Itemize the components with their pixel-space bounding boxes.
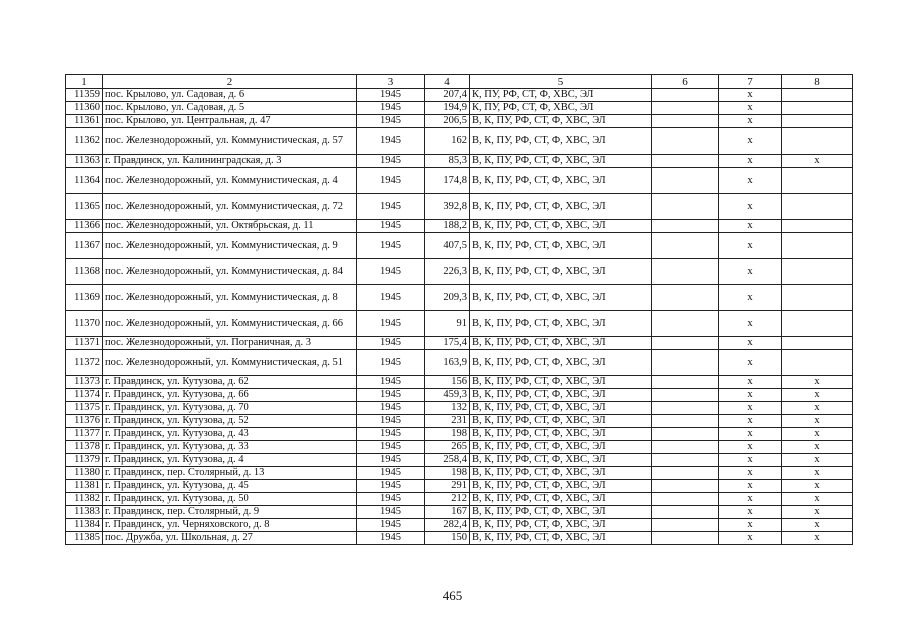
col7-mark: x: [719, 428, 782, 441]
col7-mark: x: [719, 493, 782, 506]
col7-mark: x: [719, 480, 782, 493]
works-cell: В, К, ПУ, РФ, СТ, Ф, ХВС, ЭЛ: [470, 128, 652, 155]
col7-mark: x: [719, 89, 782, 102]
column-header: 8: [782, 75, 853, 89]
col8-mark: x: [782, 376, 853, 389]
row-number: 11366: [66, 220, 103, 233]
table-row: [66, 532, 853, 545]
address-cell: пос. Железнодорожный, ул. Коммунистическая, д. 51: [103, 350, 357, 376]
works-cell: К, ПУ, РФ, СТ, Ф, ХВС, ЭЛ: [470, 89, 652, 102]
col8-mark: [782, 168, 853, 194]
table-row: [66, 467, 853, 480]
row-number: 11371: [66, 337, 103, 350]
year-cell: 1945: [357, 532, 425, 545]
table-row: [66, 493, 853, 506]
col6-cell: [652, 389, 719, 402]
column-header: 6: [652, 75, 719, 89]
col6-cell: [652, 350, 719, 376]
area-cell: 459,3: [425, 389, 470, 402]
column-header: 3: [357, 75, 425, 89]
area-cell: 174,8: [425, 168, 470, 194]
table-row: [66, 454, 853, 467]
col8-mark: x: [782, 506, 853, 519]
col7-mark: x: [719, 376, 782, 389]
col7-mark: x: [719, 285, 782, 311]
col6-cell: [652, 102, 719, 115]
works-cell: В, К, ПУ, РФ, СТ, Ф, ХВС, ЭЛ: [470, 467, 652, 480]
year-cell: 1945: [357, 519, 425, 532]
column-header: 7: [719, 75, 782, 89]
works-cell: В, К, ПУ, РФ, СТ, Ф, ХВС, ЭЛ: [470, 532, 652, 545]
year-cell: 1945: [357, 376, 425, 389]
year-cell: 1945: [357, 389, 425, 402]
col6-cell: [652, 128, 719, 155]
address-cell: пос. Железнодорожный, ул. Коммунистическая, д. 72: [103, 194, 357, 220]
area-cell: 156: [425, 376, 470, 389]
table-row: [66, 337, 853, 350]
row-number: 11359: [66, 89, 103, 102]
row-number: 11372: [66, 350, 103, 376]
area-cell: 85,3: [425, 155, 470, 168]
col8-mark: x: [782, 493, 853, 506]
works-cell: В, К, ПУ, РФ, СТ, Ф, ХВС, ЭЛ: [470, 402, 652, 415]
column-header: 5: [470, 75, 652, 89]
area-cell: 226,3: [425, 259, 470, 285]
table-row: [66, 311, 853, 337]
col7-mark: x: [719, 168, 782, 194]
header-row: [66, 75, 853, 89]
col6-cell: [652, 532, 719, 545]
column-header: 1: [66, 75, 103, 89]
col7-mark: x: [719, 519, 782, 532]
address-cell: г. Правдинск, ул. Кутузова, д. 66: [103, 389, 357, 402]
col8-mark: [782, 311, 853, 337]
year-cell: 1945: [357, 194, 425, 220]
table-row: [66, 102, 853, 115]
col7-mark: x: [719, 155, 782, 168]
page-number: 465: [442, 588, 463, 603]
col8-mark: x: [782, 480, 853, 493]
area-cell: 167: [425, 506, 470, 519]
row-number: 11382: [66, 493, 103, 506]
area-cell: 291: [425, 480, 470, 493]
works-cell: В, К, ПУ, РФ, СТ, Ф, ХВС, ЭЛ: [470, 285, 652, 311]
col7-mark: x: [719, 102, 782, 115]
col6-cell: [652, 506, 719, 519]
row-number: 11370: [66, 311, 103, 337]
year-cell: 1945: [357, 259, 425, 285]
col7-mark: x: [719, 233, 782, 259]
works-cell: В, К, ПУ, РФ, СТ, Ф, ХВС, ЭЛ: [470, 259, 652, 285]
address-cell: пос. Железнодорожный, ул. Коммунистическая, д. 4: [103, 168, 357, 194]
col7-mark: x: [719, 402, 782, 415]
address-cell: г. Правдинск, ул. Кутузова, д. 4: [103, 454, 357, 467]
col6-cell: [652, 415, 719, 428]
year-cell: 1945: [357, 493, 425, 506]
works-cell: В, К, ПУ, РФ, СТ, Ф, ХВС, ЭЛ: [470, 311, 652, 337]
col7-mark: x: [719, 350, 782, 376]
column-header: 2: [103, 75, 357, 89]
row-number: 11364: [66, 168, 103, 194]
area-cell: 212: [425, 493, 470, 506]
area-cell: 91: [425, 311, 470, 337]
col7-mark: x: [719, 115, 782, 128]
year-cell: 1945: [357, 89, 425, 102]
table-row: [66, 128, 853, 155]
area-cell: 132: [425, 402, 470, 415]
col7-mark: x: [719, 532, 782, 545]
col7-mark: x: [719, 220, 782, 233]
works-cell: В, К, ПУ, РФ, СТ, Ф, ХВС, ЭЛ: [470, 233, 652, 259]
table-row: [66, 376, 853, 389]
col8-mark: x: [782, 402, 853, 415]
row-number: 11361: [66, 115, 103, 128]
table-row: [66, 285, 853, 311]
table-row: [66, 233, 853, 259]
address-cell: г. Правдинск, ул. Кутузова, д. 70: [103, 402, 357, 415]
address-cell: г. Правдинск, пер. Столярный, д. 13: [103, 467, 357, 480]
row-number: 11384: [66, 519, 103, 532]
address-cell: пос. Железнодорожный, ул. Коммунистическая, д. 84: [103, 259, 357, 285]
area-cell: 207,4: [425, 89, 470, 102]
year-cell: 1945: [357, 168, 425, 194]
col8-mark: [782, 128, 853, 155]
year-cell: 1945: [357, 102, 425, 115]
row-number: 11367: [66, 233, 103, 259]
col6-cell: [652, 402, 719, 415]
col6-cell: [652, 259, 719, 285]
year-cell: 1945: [357, 233, 425, 259]
col8-mark: x: [782, 415, 853, 428]
col8-mark: [782, 115, 853, 128]
col6-cell: [652, 519, 719, 532]
col6-cell: [652, 493, 719, 506]
works-cell: В, К, ПУ, РФ, СТ, Ф, ХВС, ЭЛ: [470, 194, 652, 220]
col6-cell: [652, 233, 719, 259]
col6-cell: [652, 89, 719, 102]
col7-mark: x: [719, 467, 782, 480]
col8-mark: [782, 89, 853, 102]
area-cell: 392,8: [425, 194, 470, 220]
row-number: 11360: [66, 102, 103, 115]
year-cell: 1945: [357, 506, 425, 519]
col6-cell: [652, 311, 719, 337]
year-cell: 1945: [357, 441, 425, 454]
table-row: [66, 415, 853, 428]
works-cell: К, ПУ, РФ, СТ, Ф, ХВС, ЭЛ: [470, 102, 652, 115]
area-cell: 188,2: [425, 220, 470, 233]
col7-mark: x: [719, 128, 782, 155]
works-cell: В, К, ПУ, РФ, СТ, Ф, ХВС, ЭЛ: [470, 389, 652, 402]
register-table: [65, 74, 853, 545]
address-cell: пос. Железнодорожный, ул. Коммунистическая, д. 66: [103, 311, 357, 337]
col8-mark: x: [782, 155, 853, 168]
works-cell: В, К, ПУ, РФ, СТ, Ф, ХВС, ЭЛ: [470, 337, 652, 350]
table-row: [66, 519, 853, 532]
table-row: [66, 89, 853, 102]
address-cell: пос. Крылово, ул. Центральная, д. 47: [103, 115, 357, 128]
works-cell: В, К, ПУ, РФ, СТ, Ф, ХВС, ЭЛ: [470, 376, 652, 389]
col7-mark: x: [719, 194, 782, 220]
row-number: 11368: [66, 259, 103, 285]
row-number: 11363: [66, 155, 103, 168]
area-cell: 150: [425, 532, 470, 545]
year-cell: 1945: [357, 402, 425, 415]
year-cell: 1945: [357, 480, 425, 493]
works-cell: В, К, ПУ, РФ, СТ, Ф, ХВС, ЭЛ: [470, 415, 652, 428]
col7-mark: x: [719, 454, 782, 467]
area-cell: 258,4: [425, 454, 470, 467]
address-cell: пос. Дружба, ул. Школьная, д. 27: [103, 532, 357, 545]
works-cell: В, К, ПУ, РФ, СТ, Ф, ХВС, ЭЛ: [470, 168, 652, 194]
address-cell: пос. Железнодорожный, ул. Коммунистическая, д. 57: [103, 128, 357, 155]
row-number: 11380: [66, 467, 103, 480]
year-cell: 1945: [357, 220, 425, 233]
works-cell: В, К, ПУ, РФ, СТ, Ф, ХВС, ЭЛ: [470, 480, 652, 493]
col8-mark: [782, 102, 853, 115]
year-cell: 1945: [357, 155, 425, 168]
year-cell: 1945: [357, 115, 425, 128]
table-row: [66, 155, 853, 168]
row-number: 11369: [66, 285, 103, 311]
row-number: 11373: [66, 376, 103, 389]
year-cell: 1945: [357, 337, 425, 350]
area-cell: 194,9: [425, 102, 470, 115]
works-cell: В, К, ПУ, РФ, СТ, Ф, ХВС, ЭЛ: [470, 428, 652, 441]
year-cell: 1945: [357, 350, 425, 376]
col7-mark: x: [719, 337, 782, 350]
address-cell: пос. Железнодорожный, ул. Пограничная, д. 3: [103, 337, 357, 350]
row-number: 11374: [66, 389, 103, 402]
works-cell: В, К, ПУ, РФ, СТ, Ф, ХВС, ЭЛ: [470, 454, 652, 467]
table-row: [66, 441, 853, 454]
area-cell: 198: [425, 428, 470, 441]
column-header: 4: [425, 75, 470, 89]
col6-cell: [652, 454, 719, 467]
col8-mark: [782, 233, 853, 259]
col8-mark: [782, 337, 853, 350]
works-cell: В, К, ПУ, РФ, СТ, Ф, ХВС, ЭЛ: [470, 519, 652, 532]
area-cell: 175,4: [425, 337, 470, 350]
area-cell: 206,5: [425, 115, 470, 128]
col6-cell: [652, 285, 719, 311]
table-row: [66, 428, 853, 441]
works-cell: В, К, ПУ, РФ, СТ, Ф, ХВС, ЭЛ: [470, 441, 652, 454]
area-cell: 231: [425, 415, 470, 428]
row-number: 11375: [66, 402, 103, 415]
area-cell: 282,4: [425, 519, 470, 532]
year-cell: 1945: [357, 128, 425, 155]
area-cell: 209,3: [425, 285, 470, 311]
col8-mark: x: [782, 532, 853, 545]
address-cell: г. Правдинск, пер. Столярный, д. 9: [103, 506, 357, 519]
works-cell: В, К, ПУ, РФ, СТ, Ф, ХВС, ЭЛ: [470, 155, 652, 168]
address-cell: пос. Железнодорожный, ул. Октябрьская, д. 11: [103, 220, 357, 233]
row-number: 11385: [66, 532, 103, 545]
works-cell: В, К, ПУ, РФ, СТ, Ф, ХВС, ЭЛ: [470, 220, 652, 233]
works-cell: В, К, ПУ, РФ, СТ, Ф, ХВС, ЭЛ: [470, 350, 652, 376]
year-cell: 1945: [357, 467, 425, 480]
row-number: 11377: [66, 428, 103, 441]
row-number: 11362: [66, 128, 103, 155]
col7-mark: x: [719, 506, 782, 519]
col6-cell: [652, 168, 719, 194]
address-cell: г. Правдинск, ул. Кутузова, д. 43: [103, 428, 357, 441]
col8-mark: x: [782, 441, 853, 454]
row-number: 11381: [66, 480, 103, 493]
col8-mark: [782, 350, 853, 376]
works-cell: В, К, ПУ, РФ, СТ, Ф, ХВС, ЭЛ: [470, 493, 652, 506]
address-cell: г. Правдинск, ул. Кутузова, д. 62: [103, 376, 357, 389]
address-cell: пос. Железнодорожный, ул. Коммунистическая, д. 9: [103, 233, 357, 259]
table-row: [66, 506, 853, 519]
row-number: 11378: [66, 441, 103, 454]
year-cell: 1945: [357, 415, 425, 428]
col7-mark: x: [719, 389, 782, 402]
col8-mark: [782, 194, 853, 220]
col6-cell: [652, 428, 719, 441]
col6-cell: [652, 467, 719, 480]
col6-cell: [652, 220, 719, 233]
col7-mark: x: [719, 311, 782, 337]
address-cell: г. Правдинск, ул. Кутузова, д. 52: [103, 415, 357, 428]
address-cell: пос. Крылово, ул. Садовая, д. 6: [103, 89, 357, 102]
col8-mark: x: [782, 467, 853, 480]
row-number: 11379: [66, 454, 103, 467]
address-cell: г. Правдинск, ул. Кутузова, д. 50: [103, 493, 357, 506]
table-row: [66, 115, 853, 128]
year-cell: 1945: [357, 428, 425, 441]
area-cell: 407,5: [425, 233, 470, 259]
area-cell: 198: [425, 467, 470, 480]
col8-mark: [782, 220, 853, 233]
table-row: [66, 220, 853, 233]
col6-cell: [652, 480, 719, 493]
col6-cell: [652, 155, 719, 168]
col6-cell: [652, 115, 719, 128]
col6-cell: [652, 376, 719, 389]
col6-cell: [652, 194, 719, 220]
table-row: [66, 389, 853, 402]
area-cell: 163,9: [425, 350, 470, 376]
address-cell: г. Правдинск, ул. Черняховского, д. 8: [103, 519, 357, 532]
works-cell: В, К, ПУ, РФ, СТ, Ф, ХВС, ЭЛ: [470, 506, 652, 519]
col7-mark: x: [719, 259, 782, 285]
col8-mark: x: [782, 454, 853, 467]
col6-cell: [652, 337, 719, 350]
table-row: [66, 259, 853, 285]
col7-mark: x: [719, 441, 782, 454]
works-cell: В, К, ПУ, РФ, СТ, Ф, ХВС, ЭЛ: [470, 115, 652, 128]
table-row: [66, 402, 853, 415]
row-number: 11376: [66, 415, 103, 428]
area-cell: 162: [425, 128, 470, 155]
address-cell: г. Правдинск, ул. Кутузова, д. 33: [103, 441, 357, 454]
year-cell: 1945: [357, 311, 425, 337]
year-cell: 1945: [357, 285, 425, 311]
address-cell: пос. Крылово, ул. Садовая, д. 5: [103, 102, 357, 115]
row-number: 11365: [66, 194, 103, 220]
table-row: [66, 350, 853, 376]
address-cell: г. Правдинск, ул. Кутузова, д. 45: [103, 480, 357, 493]
col8-mark: [782, 259, 853, 285]
year-cell: 1945: [357, 454, 425, 467]
col8-mark: x: [782, 428, 853, 441]
col7-mark: x: [719, 415, 782, 428]
address-cell: пос. Железнодорожный, ул. Коммунистическая, д. 8: [103, 285, 357, 311]
col8-mark: x: [782, 389, 853, 402]
area-cell: 265: [425, 441, 470, 454]
address-cell: г. Правдинск, ул. Калининградская, д. 3: [103, 155, 357, 168]
table-row: [66, 480, 853, 493]
table-row: [66, 168, 853, 194]
table-row: [66, 194, 853, 220]
col8-mark: [782, 285, 853, 311]
row-number: 11383: [66, 506, 103, 519]
col8-mark: x: [782, 519, 853, 532]
col6-cell: [652, 441, 719, 454]
